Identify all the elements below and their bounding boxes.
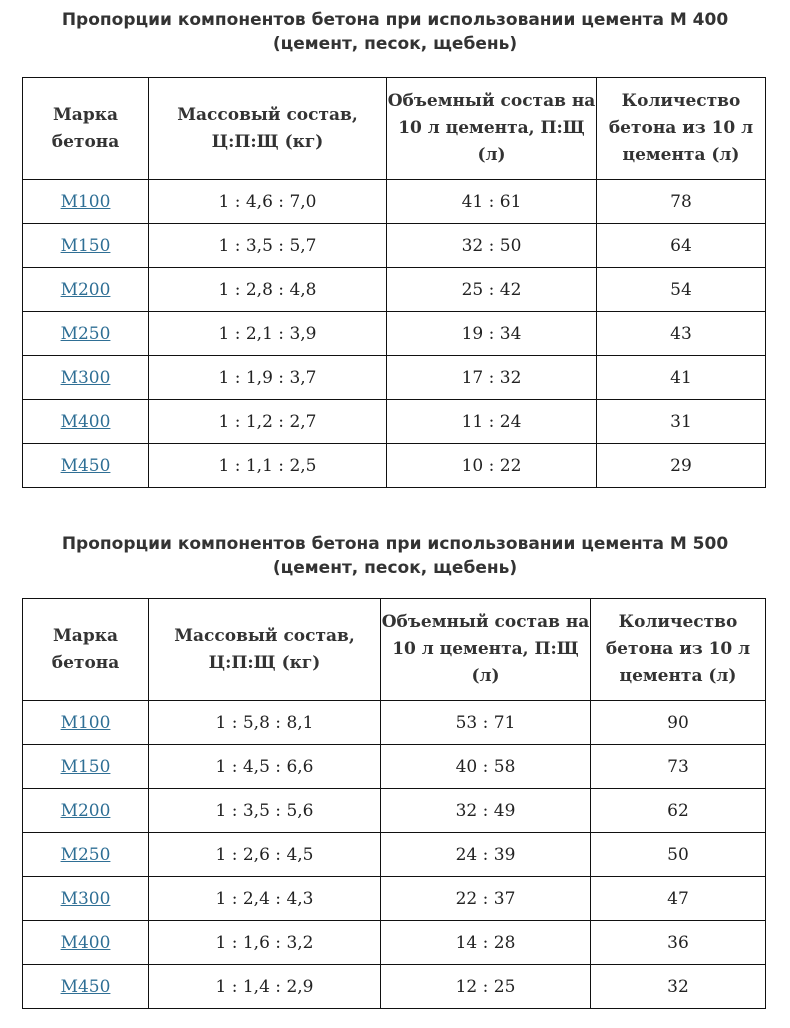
grade-cell <box>23 877 149 921</box>
header-volume: Объемный состав на 10 л цемента, П:Щ (л) <box>381 599 591 701</box>
mass-cell: 1 : 2,8 : 4,8 <box>149 268 387 312</box>
grade-cell <box>23 180 149 224</box>
quantity-cell: 78 <box>597 180 766 224</box>
grade-cell <box>23 224 149 268</box>
table-1-title-line1: Пропорции компонентов бетона при использовании цемента М 400 <box>61 10 729 30</box>
grade-link[interactable]: М150 <box>60 756 111 777</box>
volume-cell: 40 : 58 <box>381 745 591 789</box>
quantity-cell: 36 <box>591 921 766 965</box>
proportions-table-m400 <box>22 77 766 488</box>
volume-cell: 24 : 39 <box>381 833 591 877</box>
quantity-cell: 50 <box>591 833 766 877</box>
quantity-cell: 47 <box>591 877 766 921</box>
table-row <box>23 356 766 400</box>
header-mass: Массовый состав, Ц:П:Щ (кг) <box>149 78 387 180</box>
grade-link[interactable]: М300 <box>60 888 111 909</box>
table-row <box>23 224 766 268</box>
table-1-title-line2: (цемент, песок, щебень) <box>272 34 518 54</box>
mass-cell: 1 : 3,5 : 5,6 <box>149 789 381 833</box>
table-2-title-line1: Пропорции компонентов бетона при использовании цемента М 500 <box>61 534 729 554</box>
mass-cell: 1 : 1,9 : 3,7 <box>149 356 387 400</box>
grade-cell <box>23 745 149 789</box>
table-row <box>23 701 766 745</box>
grade-cell <box>23 444 149 488</box>
grade-cell <box>23 701 149 745</box>
volume-cell: 17 : 32 <box>387 356 597 400</box>
header-grade: Марка бетона <box>23 78 149 180</box>
table-row <box>23 312 766 356</box>
volume-cell: 11 : 24 <box>387 400 597 444</box>
grade-link[interactable]: М450 <box>60 976 111 997</box>
grade-link[interactable]: М250 <box>60 323 111 344</box>
volume-cell: 32 : 50 <box>387 224 597 268</box>
grade-link[interactable]: М250 <box>60 844 111 865</box>
quantity-cell: 64 <box>597 224 766 268</box>
table-row <box>23 745 766 789</box>
volume-cell: 25 : 42 <box>387 268 597 312</box>
quantity-cell: 73 <box>591 745 766 789</box>
grade-cell <box>23 789 149 833</box>
quantity-cell: 90 <box>591 701 766 745</box>
volume-cell: 41 : 61 <box>387 180 597 224</box>
proportions-table-m500 <box>22 598 766 1009</box>
volume-cell: 12 : 25 <box>381 965 591 1009</box>
table-row <box>23 877 766 921</box>
quantity-cell: 32 <box>591 965 766 1009</box>
table-row <box>23 400 766 444</box>
grade-link[interactable]: М100 <box>60 712 111 733</box>
table-row <box>23 965 766 1009</box>
mass-cell: 1 : 1,1 : 2,5 <box>149 444 387 488</box>
volume-cell: 19 : 34 <box>387 312 597 356</box>
mass-cell: 1 : 1,6 : 3,2 <box>149 921 381 965</box>
grade-link[interactable]: М450 <box>60 455 111 476</box>
mass-cell: 1 : 2,4 : 4,3 <box>149 877 381 921</box>
grade-cell <box>23 356 149 400</box>
mass-cell: 1 : 4,5 : 6,6 <box>149 745 381 789</box>
table-row <box>23 789 766 833</box>
mass-cell: 1 : 1,4 : 2,9 <box>149 965 381 1009</box>
header-volume: Объемный состав на 10 л цемента, П:Щ (л) <box>387 78 597 180</box>
quantity-cell: 54 <box>597 268 766 312</box>
header-quantity: Количество бетона из 10 л цемента (л) <box>591 599 766 701</box>
grade-cell <box>23 400 149 444</box>
table-2-title-line2: (цемент, песок, щебень) <box>272 558 518 578</box>
table-row <box>23 268 766 312</box>
grade-link[interactable]: М150 <box>60 235 111 256</box>
table-2-title <box>0 532 790 580</box>
grade-link[interactable]: М200 <box>60 279 111 300</box>
volume-cell: 14 : 28 <box>381 921 591 965</box>
header-grade: Марка бетона <box>23 599 149 701</box>
mass-cell: 1 : 5,8 : 8,1 <box>149 701 381 745</box>
grade-link[interactable]: М400 <box>60 411 111 432</box>
mass-cell: 1 : 2,1 : 3,9 <box>149 312 387 356</box>
grade-link[interactable]: М100 <box>60 191 111 212</box>
mass-cell: 1 : 4,6 : 7,0 <box>149 180 387 224</box>
volume-cell: 32 : 49 <box>381 789 591 833</box>
grade-link[interactable]: М300 <box>60 367 111 388</box>
quantity-cell: 29 <box>597 444 766 488</box>
table-row <box>23 833 766 877</box>
grade-link[interactable]: М200 <box>60 800 111 821</box>
table-header-row <box>23 78 766 180</box>
grade-cell <box>23 312 149 356</box>
mass-cell: 1 : 3,5 : 5,7 <box>149 224 387 268</box>
volume-cell: 53 : 71 <box>381 701 591 745</box>
table-1-title <box>0 8 790 56</box>
volume-cell: 10 : 22 <box>387 444 597 488</box>
grade-cell <box>23 921 149 965</box>
grade-cell <box>23 833 149 877</box>
table-row <box>23 180 766 224</box>
table-row <box>23 921 766 965</box>
grade-cell <box>23 268 149 312</box>
grade-cell <box>23 965 149 1009</box>
volume-cell: 22 : 37 <box>381 877 591 921</box>
table-header-row <box>23 599 766 701</box>
quantity-cell: 31 <box>597 400 766 444</box>
header-quantity: Количество бетона из 10 л цемента (л) <box>597 78 766 180</box>
table-row <box>23 444 766 488</box>
mass-cell: 1 : 2,6 : 4,5 <box>149 833 381 877</box>
quantity-cell: 62 <box>591 789 766 833</box>
grade-link[interactable]: М400 <box>60 932 111 953</box>
header-mass: Массовый состав, Ц:П:Щ (кг) <box>149 599 381 701</box>
quantity-cell: 41 <box>597 356 766 400</box>
mass-cell: 1 : 1,2 : 2,7 <box>149 400 387 444</box>
quantity-cell: 43 <box>597 312 766 356</box>
